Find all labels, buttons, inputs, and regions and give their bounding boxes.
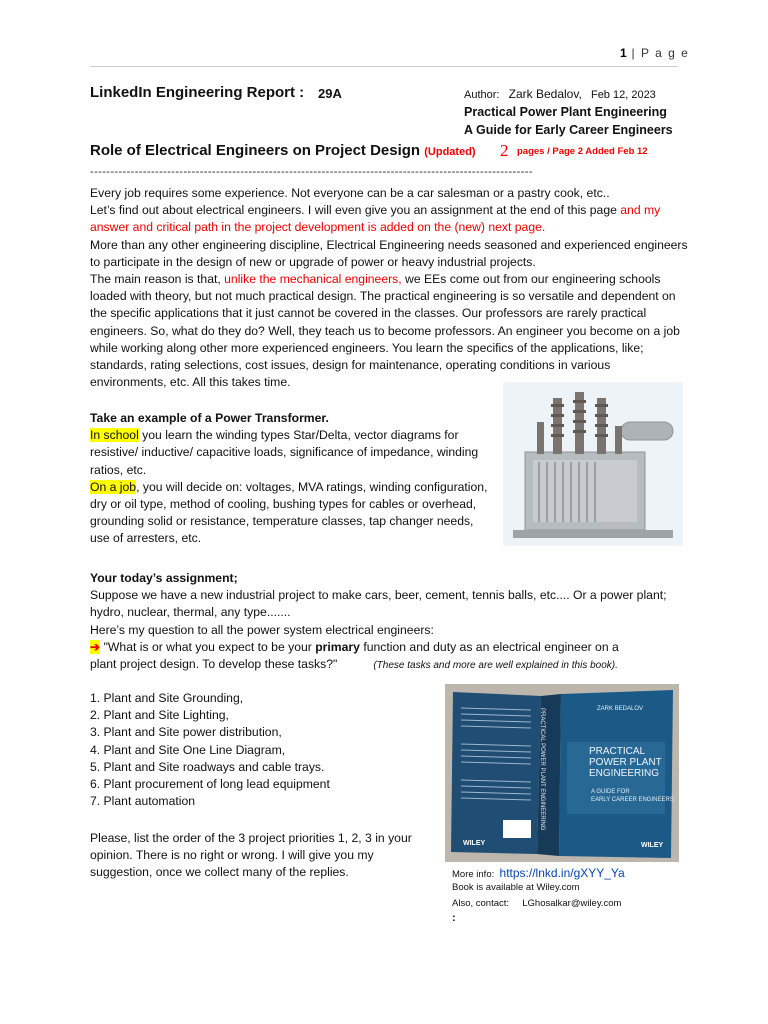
book-title: Practical Power Plant Engineering (464, 105, 667, 119)
author-label: Author: (464, 89, 500, 101)
book-cover-title-3: ENGINEERING (589, 768, 660, 779)
pages-note: pages / Page 2 Added Feb 12 (517, 146, 648, 157)
task-list (90, 690, 430, 810)
transformer-heading: Take an example of a Power Transformer. (90, 411, 329, 425)
list-item: 1. Plant and Site Grounding, (90, 691, 244, 705)
book-publisher-front: WILEY (641, 842, 664, 849)
assignment-heading: Your today’s assignment; (90, 571, 238, 585)
availability-text: Book is available at Wiley.com (452, 882, 580, 893)
intro-text (90, 185, 690, 391)
question-part-a: "What is or what you expect to be your (100, 639, 316, 654)
more-info-link[interactable]: https://lnkd.in/gXYY_Ya (499, 866, 625, 880)
intro-p2-text: Let’s find out about electrical engineers. I will even give you an assignment at the end of this page (90, 203, 621, 218)
intro-p4-red: unlike the mechanical engineers, (224, 272, 402, 287)
contact-email[interactable]: LGhosalkar@wiley.com (522, 898, 622, 909)
transformer-section (90, 410, 490, 548)
header-rule (90, 66, 678, 67)
report-title: LinkedIn Engineering Report : (90, 84, 305, 101)
arrow-icon: ➔ (90, 639, 101, 654)
book-cover-sub-2: EARLY CAREER ENGINEERS (591, 797, 674, 803)
contact-line (452, 898, 621, 909)
transformer-illustration (503, 382, 683, 546)
list-item: 3. Plant and Site power distribution, (90, 725, 282, 740)
page-label: | P a g e (626, 46, 690, 60)
dash-divider: ------------------------------------------------------------------------------------------------------------- (90, 166, 533, 178)
book-cover-title-1: PRACTICAL (589, 746, 646, 757)
more-info-label: More info: (452, 869, 495, 880)
page-number (620, 46, 689, 60)
question-part-b: function and duty as an electrical engineer on a (359, 639, 619, 654)
transformer-photo (503, 382, 683, 546)
page-number-value: 1 (620, 46, 627, 60)
intro-p4-text-c: we EEs come out from our engineering schools loaded with theory, but not much practical design. The practical engineering is so versatile and dependent on the specific applications that it just cannot be covered in the classes. Our professors are rarely practical engineers. So, what do they do? Well, they teach us to become professors. An engineer you become on a job while working along other more experienced engineers. You learn the specifics of the applications, like; standards, rating selections, cost issues, design for maintenance, operating conditions in various environments, etc. All this takes time. (90, 272, 680, 390)
intro-p3: More than any other engineering discipline, Electrical Engineering needs seasoned and experienced engineers to participate in the design of new or upgrade of power or heavy industrial projects. (90, 237, 688, 269)
school-highlight: In school (90, 428, 139, 443)
intro-p1: Every job requires some experience. Not everyone can be a car salesman or a pastry cook, etc.. (90, 186, 610, 200)
list-item: 6. Plant procurement of long lead equipment (90, 777, 330, 792)
book-cover-title (589, 746, 662, 779)
trailing-colon: : (452, 912, 456, 924)
job-highlight: On a job (90, 479, 137, 494)
assignment-p2: Here’s my question to all the power system electrical engineers: (90, 622, 434, 637)
role-title-text: Role of Electrical Engineers on Project Design (90, 142, 421, 159)
book-subtitle: A Guide for Early Career Engineers (464, 123, 673, 137)
list-item: 5. Plant and Site roadways and cable trays. (90, 759, 325, 774)
pages-count: 2 (500, 141, 509, 160)
assignment-question-line2 (90, 656, 690, 674)
job-text: , you will decide on: voltages, MVA ratings, winding configuration, dry or oil type, method of cooling, bushing types for cables or overhead, grounding solid or resistance, temperature classes, tap changer needs, use of arresters, etc. (90, 479, 488, 546)
intro-p4 (90, 271, 690, 391)
report-number: 29A (318, 86, 342, 101)
list-item: 4. Plant and Site One Line Diagram, (90, 742, 286, 757)
contact-label: Also, contact: (452, 898, 510, 909)
author-name: Zark Bedalov, (508, 87, 582, 101)
list-item: 2. Plant and Site Lighting, (90, 708, 229, 723)
assignment-section (90, 570, 690, 674)
intro-p4-text-a: The main reason is that, (90, 272, 225, 287)
question-note: (These tasks and more are well explained in this book). (373, 660, 618, 672)
question-bold: primary (315, 639, 360, 654)
author-line (464, 87, 656, 101)
book-cover-title-2: POWER PLANT (589, 757, 662, 768)
book-publisher-back: WILEY (463, 840, 486, 847)
book-cover-sub-1: A GUIDE FOR (591, 789, 630, 795)
list-item: 7. Plant automation (90, 794, 196, 809)
author-date: Feb 12, 2023 (590, 89, 656, 101)
assignment-p1: Suppose we have a new industrial project to make cars, beer, cement, tennis balls, etc.... Or a power plant; hydro, nuclear, thermal, any type....... (90, 588, 667, 620)
closing-paragraph: Please, list the order of the 3 project priorities 1, 2, 3 in your opinion. There is no right or wrong. I will give you my suggestion, once we collect many of the replies. (90, 831, 412, 880)
book-author: ZARK BEDALOV (597, 706, 644, 712)
school-paragraph (90, 427, 490, 479)
book-cover-photo (445, 684, 679, 862)
intro-p2-red: and my answer and critical path in the project development is added on the (new) next page. (90, 203, 661, 235)
updated-label: (Updated) (424, 146, 476, 158)
role-title (90, 142, 476, 159)
book-spine-text: PRACTICAL POWER PLANT ENGINEERING (539, 708, 545, 831)
assignment-question (90, 639, 690, 656)
job-paragraph (90, 479, 490, 548)
intro-p2 (90, 202, 690, 236)
book-cover-subtitle (591, 788, 674, 804)
more-info-line (452, 866, 625, 880)
question-part-c: plant project design. To develop these tasks?" (90, 657, 338, 672)
school-text: you learn the winding types Star/Delta, vector diagrams for resistive/ inductive/ capacitive loads, significance of impedance, winding ratios, etc. (90, 428, 479, 477)
